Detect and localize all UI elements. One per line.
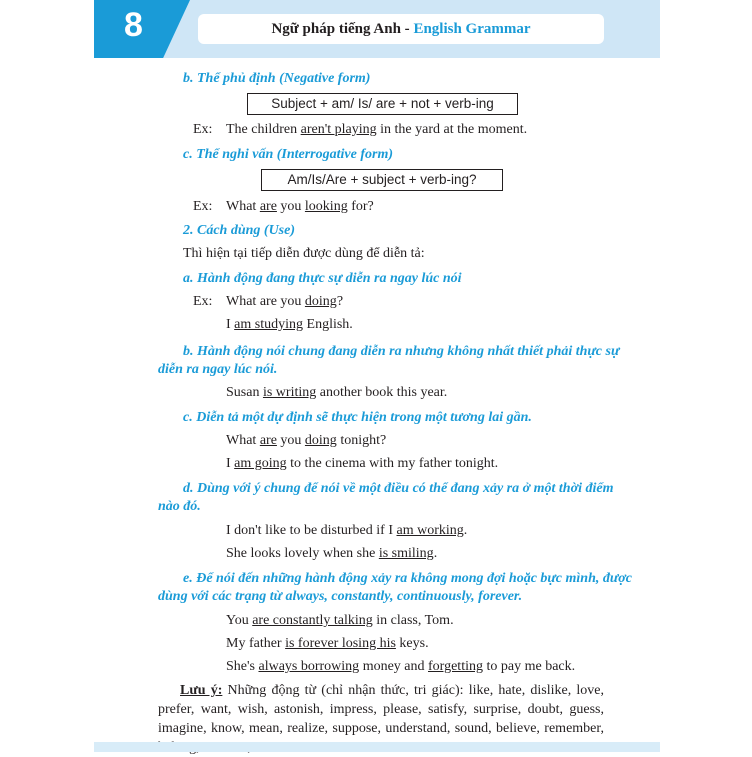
bottom-band: [94, 742, 660, 752]
page-title: [198, 14, 604, 44]
ex-text: in the yard at the moment.: [376, 122, 528, 137]
ex-verb: is writing: [262, 385, 317, 400]
ex-text: in class, Tom.: [372, 613, 454, 628]
ex-text: She's: [226, 659, 259, 674]
use-heading: 2. Cách dùng (Use): [183, 223, 296, 238]
interrogative-formula: Am/Is/Are + subject + verb-ing?: [261, 169, 503, 191]
ex-verb: am working: [396, 523, 464, 538]
ex-text: .: [433, 546, 438, 561]
use-b-heading-line-2: diễn ra ngay lúc nói.: [158, 362, 278, 377]
ex-text: for?: [347, 199, 374, 214]
use-b-example-1: [226, 384, 447, 402]
ex-text: You: [226, 613, 253, 628]
ex-verb: looking: [304, 199, 348, 214]
ex-text: you: [276, 199, 305, 214]
ex-text: Susan: [226, 385, 263, 400]
use-c-heading: c. Diễn tả một dự định sẽ thực hiện trong một tương lai gần.: [183, 410, 532, 425]
use-intro: Thì hiện tại tiếp diễn được dùng để diễn tả:: [183, 246, 425, 261]
ex-verb: is smiling: [378, 546, 434, 561]
ex-text: you: [276, 433, 305, 448]
use-d-example-1: [226, 522, 467, 540]
ex-text: tonight?: [336, 433, 387, 448]
ex-text: I don't like to be disturbed if I: [226, 523, 397, 538]
title-vietnamese: Ngữ pháp tiếng Anh -: [271, 21, 414, 37]
ex-verb: always borrowing: [258, 659, 360, 674]
negative-formula: Subject + am/ Is/ are + not + verb-ing: [247, 93, 518, 115]
ex-verb: are constantly talking: [252, 613, 373, 628]
ex-text: The children: [226, 122, 301, 137]
use-e-heading-line-2: dùng với các trạng từ always, constantly, continuously, forever.: [158, 589, 523, 604]
ex-text: keys.: [395, 636, 429, 651]
ex-text: I: [226, 456, 235, 471]
ex-verb: aren't playing: [300, 122, 377, 137]
ex-text: money and: [359, 659, 429, 674]
use-c-example-1: [226, 432, 386, 450]
negative-example: [226, 121, 527, 139]
ex-text: another book this year.: [316, 385, 448, 400]
use-a-example-2: [226, 316, 353, 334]
ex-verb: is forever losing his: [285, 636, 396, 651]
use-e-example-3: [226, 658, 575, 676]
use-d-example-2: [226, 545, 437, 563]
use-a-example-1: [226, 293, 343, 311]
ex-verb: doing: [304, 294, 337, 309]
use-c-example-2: [226, 455, 498, 473]
interrogative-example: [226, 198, 374, 216]
interrogative-form-heading: c. Thể nghi vấn (Interrogative form): [183, 147, 393, 162]
title-english: English Grammar: [413, 21, 531, 37]
ex-text: ?: [336, 294, 344, 309]
ex-text: English.: [303, 317, 353, 332]
ex-verb: am going: [234, 456, 287, 471]
use-d-heading-line-1: d. Dùng với ý chung để nói về một điều có thể đang xảy ra ở một thời điểm: [183, 481, 614, 496]
interrogative-ex-label: Ex:: [193, 199, 213, 214]
use-a-ex-label: Ex:: [193, 294, 213, 309]
use-d-heading-line-2: nào đó.: [158, 499, 201, 514]
use-e-heading-line-1: e. Để nói đến những hành động xảy ra không mong đợi hoặc bực mình, được: [183, 571, 632, 586]
page-number: 8: [124, 6, 143, 44]
note-text: Những động từ (chỉ nhận thức, tri giác): like, hate, dislike, love, prefer, want, wish, astonish, impress, please, satisfy, surprise, doubt, guess, imagine, know, mean, realize, suppose, understand, sound, believe, remember,: [158, 683, 604, 736]
negative-form-heading: b. Thể phủ định (Negative form): [183, 71, 371, 86]
ex-text: What: [226, 433, 260, 448]
negative-ex-label: Ex:: [193, 122, 213, 137]
note-label: Lưu ý:: [180, 683, 223, 698]
ex-verb: are: [259, 433, 277, 448]
ex-text: I: [226, 317, 235, 332]
use-e-example-1: [226, 612, 454, 630]
ex-verb: doing: [304, 433, 337, 448]
ex-verb: am studying: [234, 317, 304, 332]
ex-text: to pay me back.: [482, 659, 576, 674]
use-e-example-2: [226, 635, 429, 653]
ex-verb: are: [259, 199, 277, 214]
use-a-heading: a. Hành động đang thực sự diễn ra ngay lúc nói: [183, 271, 462, 286]
ex-text: What: [226, 199, 260, 214]
ex-verb: forgetting: [428, 659, 483, 674]
ex-text: .: [463, 523, 468, 538]
use-b-heading-line-1: b. Hành động nói chung đang diễn ra nhưng không nhất thiết phải thực sự: [183, 344, 620, 359]
ex-text: What are you: [226, 294, 305, 309]
ex-text: My father: [226, 636, 286, 651]
ex-text: She looks lovely when she: [226, 546, 379, 561]
ex-text: to the cinema with my father tonight.: [286, 456, 499, 471]
